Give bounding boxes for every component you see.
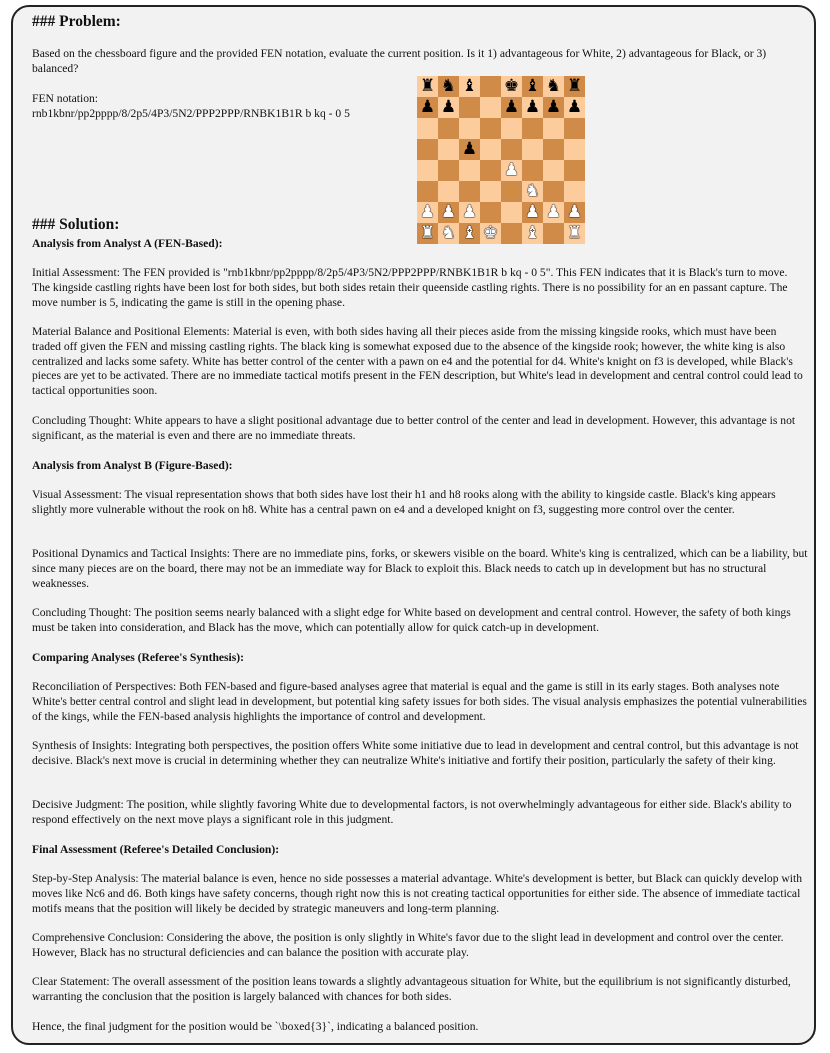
square-d8 [480,76,501,97]
square-f8 [522,76,543,97]
analyst-b-visual-assessment: Visual Assessment: The visual representation shows that both sides have lost their h1 and h8 rooks along with the ability to kingside castle. Black's king appears slightly more vulnerable without the rook on h8. White has a central pawn on e4 and a developed knight on f3, suggesting more control over the center. [32,488,776,516]
content-card [11,5,816,1045]
chessboard [417,76,585,244]
square-e2 [501,202,522,223]
fen-string: rnb1kbnr/pp2pppp/8/2p5/4P3/5N2/PPP2PPP/RNBK1B1R b kq - 0 5 [32,107,350,120]
analyst-a-title: Analysis from Analyst A (FEN-Based): [32,237,223,250]
square-e8 [501,76,522,97]
square-d3 [480,181,501,202]
white-pawn-icon: ♟ [440,202,457,222]
comparing-reconciliation: Reconciliation of Perspectives: Both FEN-based and figure-based analyses agree that material is equal and the game is still in its early stages. Both analyses note White's better central control and slight lead in development, but potential king safety issues for both sides. The visual analysis emphasizes the potential vulnerabilities of the kings, while the FEN-based analysis highlights the importance of control and development. [32,680,807,723]
square-c2 [459,202,480,223]
final-step-by-step: Step-by-Step Analysis: The material balance is even, hence no side possesses a material advantage. White's development is better, but Black can quickly develop with moves like Nc6 and d6. Both kings have safety concerns, though right now this is not creating tactical opportunities for either side. The absence of immediate tactical motifs means that the position will likely be decided by strategic maneuvers and long-term planning. [32,872,803,915]
white-rook-icon: ♜ [566,223,583,243]
white-knight-icon: ♞ [440,223,457,243]
solution-heading: ### Solution: [32,216,120,233]
square-a8 [417,76,438,97]
square-c7 [459,97,480,118]
square-b4 [438,160,459,181]
white-pawn-icon: ♟ [545,202,562,222]
square-e4 [501,160,522,181]
white-pawn-icon: ♟ [566,202,583,222]
square-g7 [543,97,564,118]
square-h7 [564,97,585,118]
square-c3 [459,181,480,202]
square-c8 [459,76,480,97]
black-pawn-icon: ♟ [503,97,520,117]
square-d6 [480,118,501,139]
black-pawn-icon: ♟ [461,139,478,159]
square-e6 [501,118,522,139]
black-pawn-icon: ♟ [524,97,541,117]
square-f7 [522,97,543,118]
final-clear-statement: Clear Statement: The overall assessment of the position leans towards a slightly advantageous situation for White, but the equilibrium is not significantly disturbed, warranting the conclusion that the position is largely balanced with chances for both sides. [32,975,791,1003]
square-a2 [417,202,438,223]
square-f4 [522,160,543,181]
square-g4 [543,160,564,181]
square-h5 [564,139,585,160]
square-a3 [417,181,438,202]
square-d7 [480,97,501,118]
square-b5 [438,139,459,160]
black-pawn-icon: ♟ [566,97,583,117]
white-bishop-icon: ♝ [524,223,541,243]
square-c6 [459,118,480,139]
square-b6 [438,118,459,139]
white-king-icon: ♚ [482,223,499,243]
square-a6 [417,118,438,139]
square-b2 [438,202,459,223]
square-d5 [480,139,501,160]
white-pawn-icon: ♟ [503,160,520,180]
black-rook-icon: ♜ [566,76,583,96]
white-pawn-icon: ♟ [461,202,478,222]
comparing-title: Comparing Analyses (Referee's Synthesis): [32,651,245,664]
white-bishop-icon: ♝ [461,223,478,243]
square-d2 [480,202,501,223]
black-pawn-icon: ♟ [440,97,457,117]
square-c5 [459,139,480,160]
problem-question: Based on the chessboard figure and the provided FEN notation, evaluate the current position. Is it 1) advantageous for White, 2) advantageous for Black, or 3) balanced? [32,47,767,75]
square-e7 [501,97,522,118]
square-f3 [522,181,543,202]
analyst-b-conclusion: Concluding Thought: The position seems nearly balanced with a slight edge for White based on development and central control. However, the safety of both kings must be taken into consideration, and Black has the move, which can potentially allow for quick catch-up in development. [32,606,791,634]
square-h2 [564,202,585,223]
square-f5 [522,139,543,160]
square-a7 [417,97,438,118]
square-g3 [543,181,564,202]
analyst-a-conclusion: Concluding Thought: White appears to have a slight positional advantage due to better control of the center and lead in development. However, this advantage is not significant, as the material is even and there are no immediate threats. [32,414,796,442]
square-h4 [564,160,585,181]
fen-label: FEN notation: [32,92,99,105]
black-pawn-icon: ♟ [419,97,436,117]
white-pawn-icon: ♟ [419,202,436,222]
square-f6 [522,118,543,139]
square-g5 [543,139,564,160]
black-king-icon: ♚ [503,76,520,96]
square-g8 [543,76,564,97]
black-bishop-icon: ♝ [461,76,478,96]
black-knight-icon: ♞ [440,76,457,96]
black-bishop-icon: ♝ [524,76,541,96]
square-b8 [438,76,459,97]
square-f2 [522,202,543,223]
analyst-b-title: Analysis from Analyst B (Figure-Based): [32,459,233,472]
square-a5 [417,139,438,160]
square-g2 [543,202,564,223]
square-h3 [564,181,585,202]
final-assessment-title: Final Assessment (Referee's Detailed Conclusion): [32,843,280,856]
square-a4 [417,160,438,181]
black-rook-icon: ♜ [419,76,436,96]
final-judgment: Hence, the final judgment for the position would be `\boxed{3}`, indicating a balanced position. [32,1020,479,1033]
white-knight-icon: ♞ [524,181,541,201]
square-b7 [438,97,459,118]
square-b3 [438,181,459,202]
comparing-judgment: Decisive Judgment: The position, while slightly favoring White due to developmental factors, is not overwhelmingly advantageous for either side. Black's ability to respond effectively on the next move plays a significant role in this judgment. [32,798,792,826]
square-e3 [501,181,522,202]
final-comprehensive-conclusion: Comprehensive Conclusion: Considering the above, the position is only slightly in White's favor due to the slight lead in development and control over the center. However, Black has no structural deficiencies and can balance the position with accurate play. [32,931,784,959]
analyst-a-initial-assessment: Initial Assessment: The FEN provided is "rnb1kbnr/pp2pppp/8/2p5/4P3/5N2/PPP2PPP/RNBK1B1R b kq - 0 5". This FEN indicates that it is Black's turn to move. The kingside castling rights have been lost for both sides, but both sides retain their queenside castling rights. There is no possibility for an en passant capture. The move number is 5, indicating the game is still in the opening phase. [32,266,788,309]
square-c4 [459,160,480,181]
black-pawn-icon: ♟ [545,97,562,117]
square-h6 [564,118,585,139]
white-rook-icon: ♜ [419,223,436,243]
comparing-synthesis: Synthesis of Insights: Integrating both perspectives, the position offers White some initiative due to lead in development and central control, but this advantage is not decisive. Black's next move is crucial in determining whether they can neutralize White's initiative and fortify their position, particularly the safety of their king. [32,739,799,767]
square-g6 [543,118,564,139]
square-d4 [480,160,501,181]
square-e5 [501,139,522,160]
analyst-b-positional-dynamics: Positional Dynamics and Tactical Insights: There are no immediate pins, forks, or skewers visible on the board. White's king is centralized, which can be a liability, but since many pieces are on the board, there may not be an immediate way for Black to exploit this. Black needs to catch up in development but has no structural weaknesses. [32,547,808,590]
square-h8 [564,76,585,97]
problem-heading: ### Problem: [32,13,121,30]
analyst-a-material-balance: Material Balance and Positional Elements: Material is even, with both sides having all their pieces aside from the missing kingside rooks, which must have been traded off given the FEN and missing castling rights. The black king is somewhat exposed due to the absence of the kingside rook; however, the white king is also centralized and lacks some safety. White has better control of the center with a pawn on e4 and the potential for d4. White's knight on f3 is developed, while Black's pieces are yet to be activated. There are no immediate tactical motifs present in the FEN description, but White's lead in development and central control could lead to tactical opportunities soon. [32,325,803,398]
white-pawn-icon: ♟ [524,202,541,222]
black-knight-icon: ♞ [545,76,562,96]
